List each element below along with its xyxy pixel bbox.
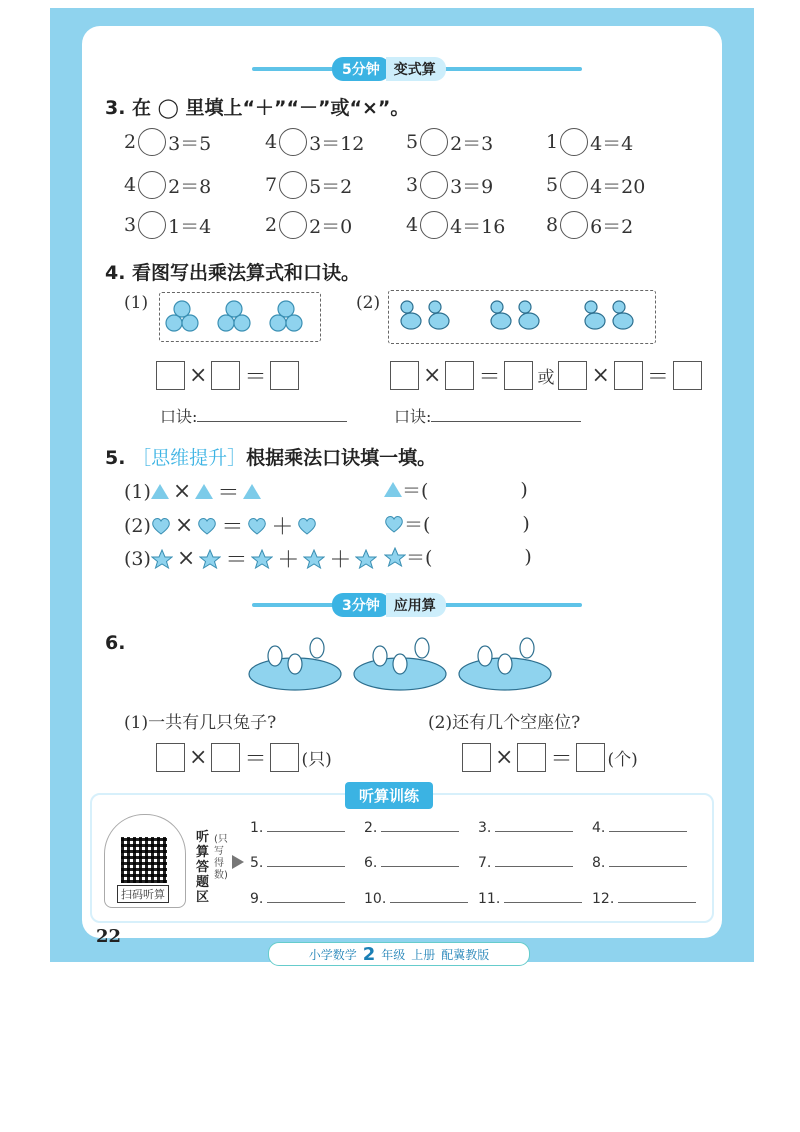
q3-item [265, 171, 352, 199]
listening-answer-item [478, 891, 582, 907]
q4-part2-label: (2) [356, 293, 381, 313]
operator-circle[interactable] [279, 128, 307, 156]
answer-box[interactable] [517, 743, 546, 772]
answer-box[interactable] [270, 743, 299, 772]
section-label: 变式算 [386, 57, 446, 81]
answer-box[interactable] [576, 743, 605, 772]
operator-circle[interactable] [560, 171, 588, 199]
operator-circle[interactable] [560, 211, 588, 239]
operator-circle[interactable] [138, 211, 166, 239]
listening-answer-item [364, 820, 459, 836]
mice-picture [388, 290, 656, 344]
page-number: 22 [96, 926, 122, 947]
paren-open: ＝( [404, 514, 431, 536]
equals-sign: ＝ [646, 365, 669, 390]
row-label: (2) [124, 514, 151, 537]
arrow-right-icon [232, 855, 244, 869]
operator-circle[interactable] [420, 128, 448, 156]
q4-koujue-2 [394, 404, 581, 427]
operand-result: 3＝12 [309, 132, 365, 155]
q3-item [546, 211, 633, 239]
item-number: 1. [250, 820, 264, 836]
operand-result: 4＝20 [590, 175, 646, 198]
times-sign: × [189, 745, 208, 770]
answer-line[interactable] [495, 866, 573, 867]
paren-open: ＝( [406, 547, 433, 569]
koujue-answer-line[interactable] [197, 421, 347, 422]
times-sign: × [591, 363, 610, 388]
operand-result: 2＝3 [450, 132, 494, 155]
star-icon [251, 549, 273, 569]
operand-result: 2＝0 [309, 215, 353, 238]
q4-title: 4. 看图写出乘法算式和口诀。 [105, 262, 361, 284]
equals-sign: ＝ [550, 747, 573, 772]
q3-title: 3. 在 ◯ 里填上“＋”“－”或“×”。 [105, 97, 410, 119]
answer-line[interactable] [504, 902, 582, 903]
answer-box[interactable] [211, 361, 240, 390]
item-number: 3. [478, 820, 492, 836]
heart-icon [384, 515, 404, 533]
equals-sign: ＝ [221, 515, 244, 540]
item-number: 11. [478, 891, 501, 907]
section-time: 5分钟 [332, 57, 390, 81]
times-sign: × [189, 363, 208, 388]
answer-box[interactable] [673, 361, 702, 390]
operand-result: 6＝2 [590, 215, 634, 238]
operand: 8 [546, 214, 559, 236]
operator-circle[interactable] [279, 171, 307, 199]
section-header-3min [332, 594, 446, 616]
item-number: 5. [250, 855, 264, 871]
q3-item [124, 171, 211, 199]
listening-answer-item [364, 891, 468, 907]
q3-item [124, 211, 211, 239]
q6-equation-1 [156, 742, 332, 773]
heart-icon [197, 517, 217, 535]
footer-edition: 配冀教版 [441, 947, 490, 962]
answer-line[interactable] [495, 831, 573, 832]
answer-box[interactable] [270, 361, 299, 390]
star-icon [303, 549, 325, 569]
item-number: 12. [592, 891, 615, 907]
answer-line[interactable] [267, 902, 345, 903]
star-icon [384, 547, 406, 567]
operand: 3 [124, 214, 137, 236]
times-sign: × [423, 363, 442, 388]
answer-line[interactable] [609, 866, 687, 867]
triangle-icon [195, 484, 213, 499]
koujue-label: 口诀: [160, 407, 198, 426]
times-sign: × [495, 745, 514, 770]
listening-answer-item [478, 820, 573, 836]
triangle-icon [151, 484, 169, 499]
operand: 1 [546, 131, 559, 153]
qr-code-card[interactable] [104, 814, 186, 908]
listening-answer-item [250, 891, 345, 907]
q6-sub1: (1)一共有几只兔子? [124, 713, 277, 733]
answer-box[interactable] [211, 743, 240, 772]
qr-code [121, 837, 167, 883]
q3-item [546, 128, 633, 156]
operand: 5 [546, 174, 559, 196]
item-number: 4. [592, 820, 606, 836]
unit-label: (只) [301, 750, 332, 770]
answer-box[interactable] [156, 743, 185, 772]
answer-line[interactable] [381, 866, 459, 867]
answer-line[interactable] [618, 902, 696, 903]
q3-item [265, 211, 352, 239]
answer-box[interactable] [462, 743, 491, 772]
apples-picture [159, 292, 321, 342]
answer-box[interactable] [558, 361, 587, 390]
operator-circle[interactable] [279, 211, 307, 239]
operator-circle[interactable] [138, 171, 166, 199]
star-icon [199, 549, 221, 569]
operand-result: 5＝2 [309, 175, 353, 198]
operator-circle[interactable] [138, 128, 166, 156]
operand-result: 3＝9 [450, 175, 494, 198]
equals-sign: ＝ [478, 365, 501, 390]
q6-number: 6. [105, 632, 126, 654]
operator-circle[interactable] [560, 128, 588, 156]
q3-item [546, 171, 645, 199]
operand: 4 [265, 131, 278, 153]
footer-grade: 年级 [381, 947, 406, 962]
triangle-icon [243, 484, 261, 499]
q5-row-1 [124, 476, 261, 507]
mice-illustration [389, 291, 655, 343]
footer-volume: 上册 [411, 947, 436, 962]
answer-box[interactable] [445, 361, 474, 390]
item-number: 7. [478, 855, 492, 871]
operand-result: 4＝16 [450, 215, 506, 238]
q3-item [406, 211, 505, 239]
heart-icon [297, 517, 317, 535]
q3-item [406, 171, 493, 199]
listening-answer-item [478, 855, 573, 871]
section-label: 应用算 [386, 593, 446, 617]
operand-result: 3＝5 [168, 132, 212, 155]
operand: 2 [265, 214, 278, 236]
q5-title-text: 根据乘法口诀填一填。 [246, 447, 437, 469]
q6-equation-2 [462, 742, 638, 773]
times-sign: × [172, 479, 192, 504]
plus-sign: ＋ [271, 515, 294, 540]
times-sign: × [176, 546, 196, 571]
listening-answer-item [364, 855, 459, 871]
paren-close: ) [524, 545, 532, 568]
listening-answer-item [592, 820, 687, 836]
paren-close: ) [522, 512, 530, 535]
heart-icon [247, 517, 267, 535]
equals-sign: ＝ [217, 481, 240, 506]
listening-answer-item [592, 891, 696, 907]
answer-area-note: (只写得数) [214, 834, 228, 881]
footer-badge [268, 942, 530, 966]
item-number: 8. [592, 855, 606, 871]
heart-icon [151, 517, 171, 535]
star-icon [151, 549, 173, 569]
paren-open: ＝( [402, 480, 429, 502]
q5-row-3 [124, 543, 377, 574]
row-label: (3) [124, 547, 151, 570]
or-word: 或 [537, 368, 555, 388]
listening-header: 听算训练 [345, 782, 433, 809]
q3-item [124, 128, 211, 156]
operand-result: 4＝4 [590, 132, 634, 155]
answer-line[interactable] [267, 831, 345, 832]
answer-line[interactable] [381, 831, 459, 832]
q5-answer-1 [384, 476, 528, 503]
answer-box[interactable] [504, 361, 533, 390]
star-icon [355, 549, 377, 569]
apples-illustration [160, 293, 320, 341]
footer-subject: 小学数学 [308, 947, 357, 962]
q6-sub2: (2)还有几个空座位? [428, 713, 581, 733]
operand: 4 [406, 214, 419, 236]
equals-sign: ＝ [244, 747, 267, 772]
listening-answer-item [250, 855, 345, 871]
section-time: 3分钟 [332, 593, 390, 617]
listening-answer-item [592, 855, 687, 871]
operand: 7 [265, 174, 278, 196]
q4-part1-equation [156, 360, 299, 391]
answer-box[interactable] [614, 361, 643, 390]
item-number: 6. [364, 855, 378, 871]
listening-answer-item [250, 820, 345, 836]
item-number: 10. [364, 891, 387, 907]
operand: 4 [124, 174, 137, 196]
section-header-5min [332, 58, 446, 80]
operator-circle[interactable] [420, 211, 448, 239]
times-sign: × [174, 513, 194, 538]
qr-label: 扫码听算 [117, 885, 169, 903]
answer-line[interactable] [609, 831, 687, 832]
q3-item [265, 128, 364, 156]
plus-sign: ＋ [277, 548, 300, 573]
equals-sign: ＝ [244, 365, 267, 390]
footer-grade-number: 2 [362, 943, 376, 965]
unit-label: (个) [607, 750, 638, 770]
triangle-icon [384, 482, 402, 497]
operand-result: 2＝8 [168, 175, 212, 198]
answer-box[interactable] [390, 361, 419, 390]
q5-answer-2 [384, 510, 530, 537]
q5-title: 5. ［思维提升］根据乘法口诀填一填。 [105, 447, 437, 469]
q4-koujue-1 [160, 404, 347, 427]
q5-row-2 [124, 510, 317, 541]
operand-result: 1＝4 [168, 215, 212, 238]
rabbits-carousel-illustration [245, 626, 555, 696]
q3-item [406, 128, 493, 156]
operand: 5 [406, 131, 419, 153]
operator-circle[interactable] [420, 171, 448, 199]
q4-part1-label: (1) [124, 293, 149, 313]
row-label: (1) [124, 480, 151, 503]
answer-line[interactable] [267, 866, 345, 867]
operand: 2 [124, 131, 137, 153]
answer-box[interactable] [156, 361, 185, 390]
item-number: 2. [364, 820, 378, 836]
q4-part2-equation [390, 360, 702, 391]
answer-line[interactable] [390, 902, 468, 903]
q5-answer-3 [384, 543, 532, 570]
q5-tag: ［思维提升］ [132, 447, 247, 469]
operand: 3 [406, 174, 419, 196]
equals-sign: ＝ [225, 548, 248, 573]
koujue-answer-line[interactable] [431, 421, 581, 422]
item-number: 9. [250, 891, 264, 907]
plus-sign: ＋ [329, 548, 352, 573]
answer-area-label: 听算答题区 [196, 830, 210, 905]
paren-close: ) [520, 478, 528, 501]
koujue-label: 口诀: [394, 407, 432, 426]
